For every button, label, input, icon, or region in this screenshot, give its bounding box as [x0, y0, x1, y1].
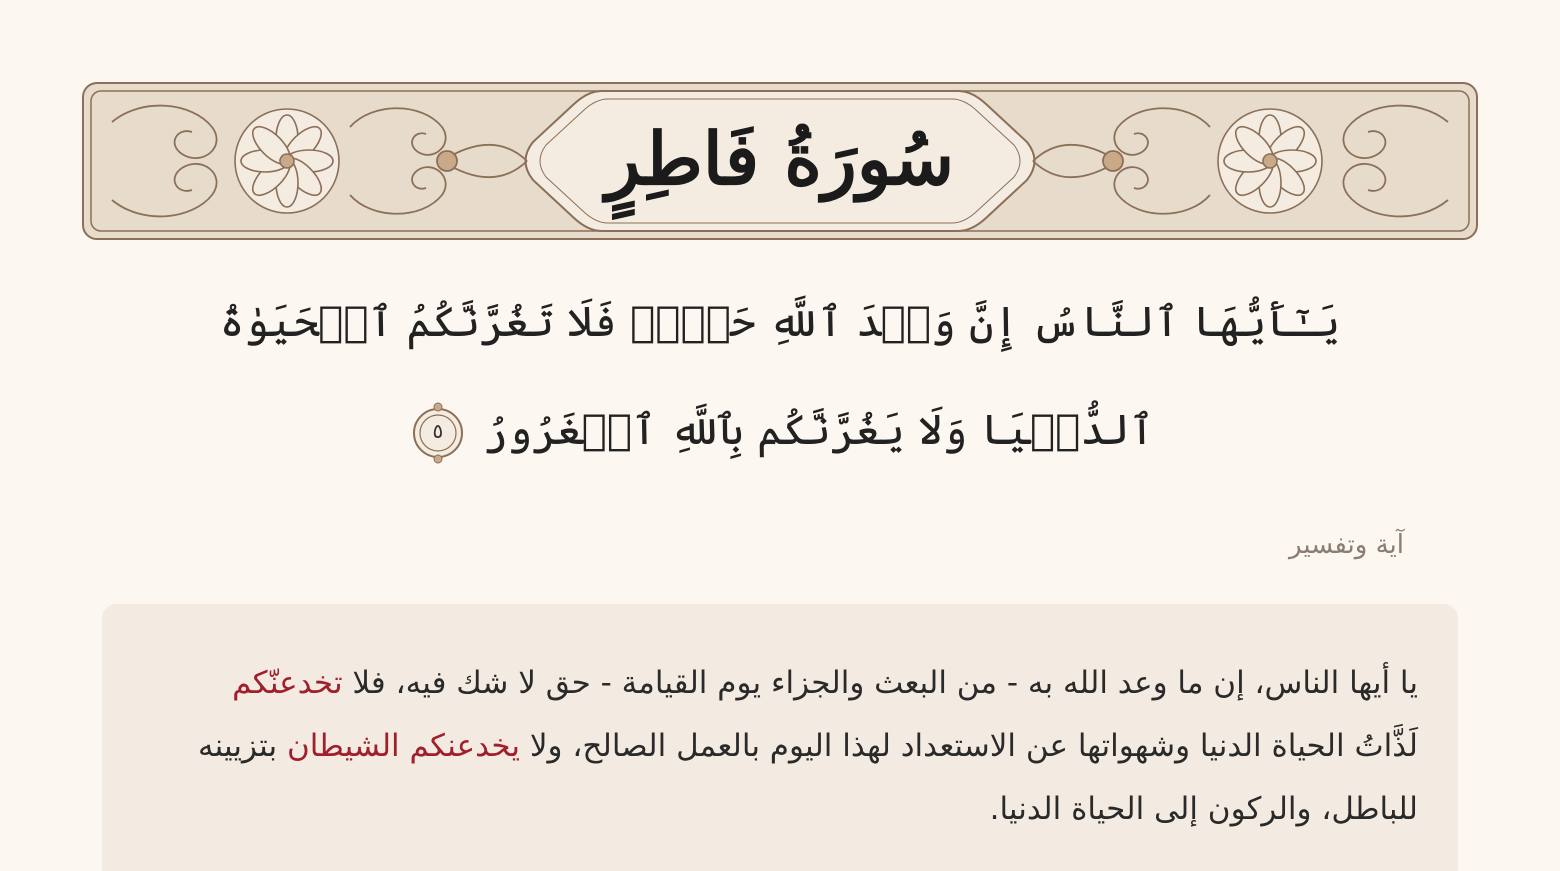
- ayah-number: ٥: [432, 419, 444, 443]
- tafsir-text: [168, 652, 1418, 841]
- tafsir-highlight-1[interactable]: تخدعنّكم: [232, 665, 343, 701]
- tafsir-part-2: لَذَّاتُ الحياة الدنيا وشهواتها عن الاستعداد لهذا اليوم بالعمل الصالح، ولا: [520, 728, 1418, 764]
- tafsir-highlight-2[interactable]: يخدعنكم الشيطان: [286, 728, 521, 764]
- ayah-number-badge[interactable]: [410, 400, 466, 466]
- tafsir-part-3: بتزيينه للباطل، والركون إلى الحياة الدنيا.: [198, 728, 1418, 827]
- surah-header-frame: [82, 82, 1478, 240]
- ayah-text-block: [130, 268, 1430, 484]
- ayah-text: يَـٰٓأَيُّهَا ٱلنَّاسُ إِنَّ وَعۡدَ ٱللَّهِ حَقّٞۖ فَلَا تَغُرَّنَّكُمُ ٱلۡحَيَوٰةُ ٱلدُّنۡيَا وَلَا يَغُرَّنَّكُم بِٱللَّهِ ٱلۡغَرُورُ: [219, 297, 1341, 454]
- tafsir-part-1: يا أيها الناس، إن ما وعد الله به - من البعث والجزاء يوم القيامة - حق لا شك فيه، فلا: [342, 665, 1418, 701]
- tafsir-card: [102, 604, 1458, 871]
- surah-title: سُورَةُ فَاطِرٍ: [605, 115, 955, 201]
- section-label: آية وتفسير: [1289, 530, 1404, 560]
